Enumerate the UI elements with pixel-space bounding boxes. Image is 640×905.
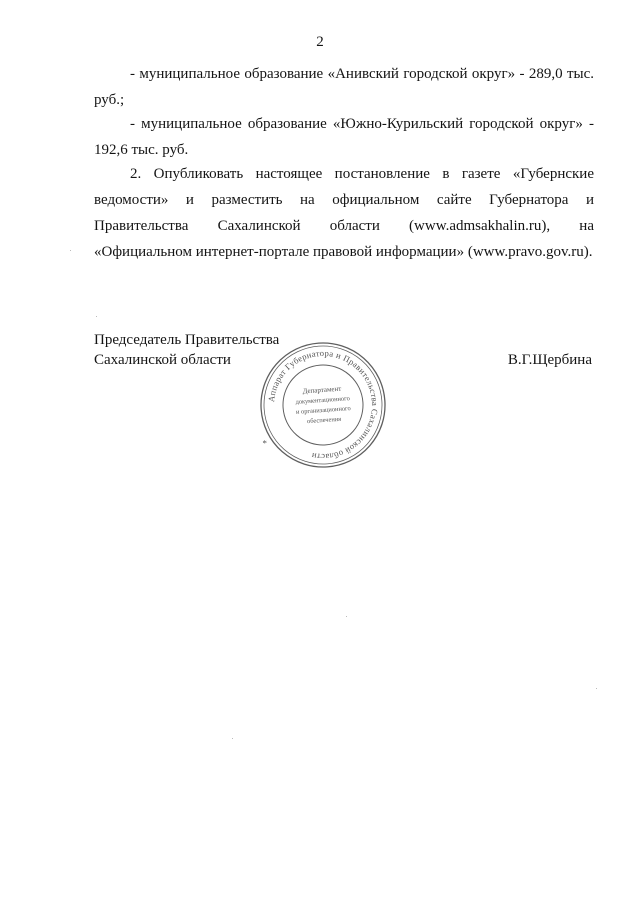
- scan-speck: [596, 688, 597, 689]
- scan-speck: [96, 316, 97, 317]
- signature-name: В.Г.Щербина: [507, 352, 592, 368]
- seal-icon: [254, 336, 393, 475]
- official-seal: [254, 336, 393, 475]
- seal-ring-text: Аппарат Губернатора и Правительства Сахалинской области: [266, 347, 381, 463]
- scan-speck: [346, 616, 347, 617]
- signature-title-line1: Председатель Правительства: [94, 332, 280, 348]
- seal-inner-line2: документационного: [295, 395, 351, 406]
- signature-title: [94, 330, 279, 370]
- paragraph-publication: 2. Опубликовать настоящее постановление в газете «Губернские ведомости» и разместить на официальном сайте Губернатора и Правительства Сахалинской области (www.admsakhalin.ru), на «Официальном интернет-портале правовой информации» (www.pravo.gov.ru).: [94, 166, 594, 260]
- signature-title-line2: Сахалинской области: [94, 352, 231, 368]
- seal-inner-line4: обеспечения: [306, 415, 342, 426]
- scan-speck: [70, 250, 71, 251]
- seal-inner-line3: и организационного: [295, 405, 351, 416]
- paragraph-yuzhno-kurilsk: - муниципальное образование «Южно-Курильский городской округ» - 192,6 тыс. руб.: [94, 116, 594, 158]
- page-number: 2: [316, 34, 324, 50]
- seal-star: *: [262, 438, 268, 449]
- seal-inner-line1: Департамент: [302, 384, 342, 396]
- paragraph-aniva: - муниципальное образование «Анивский городской округ» - 289,0 тыс. руб.;: [94, 66, 594, 108]
- scan-speck: [232, 738, 233, 739]
